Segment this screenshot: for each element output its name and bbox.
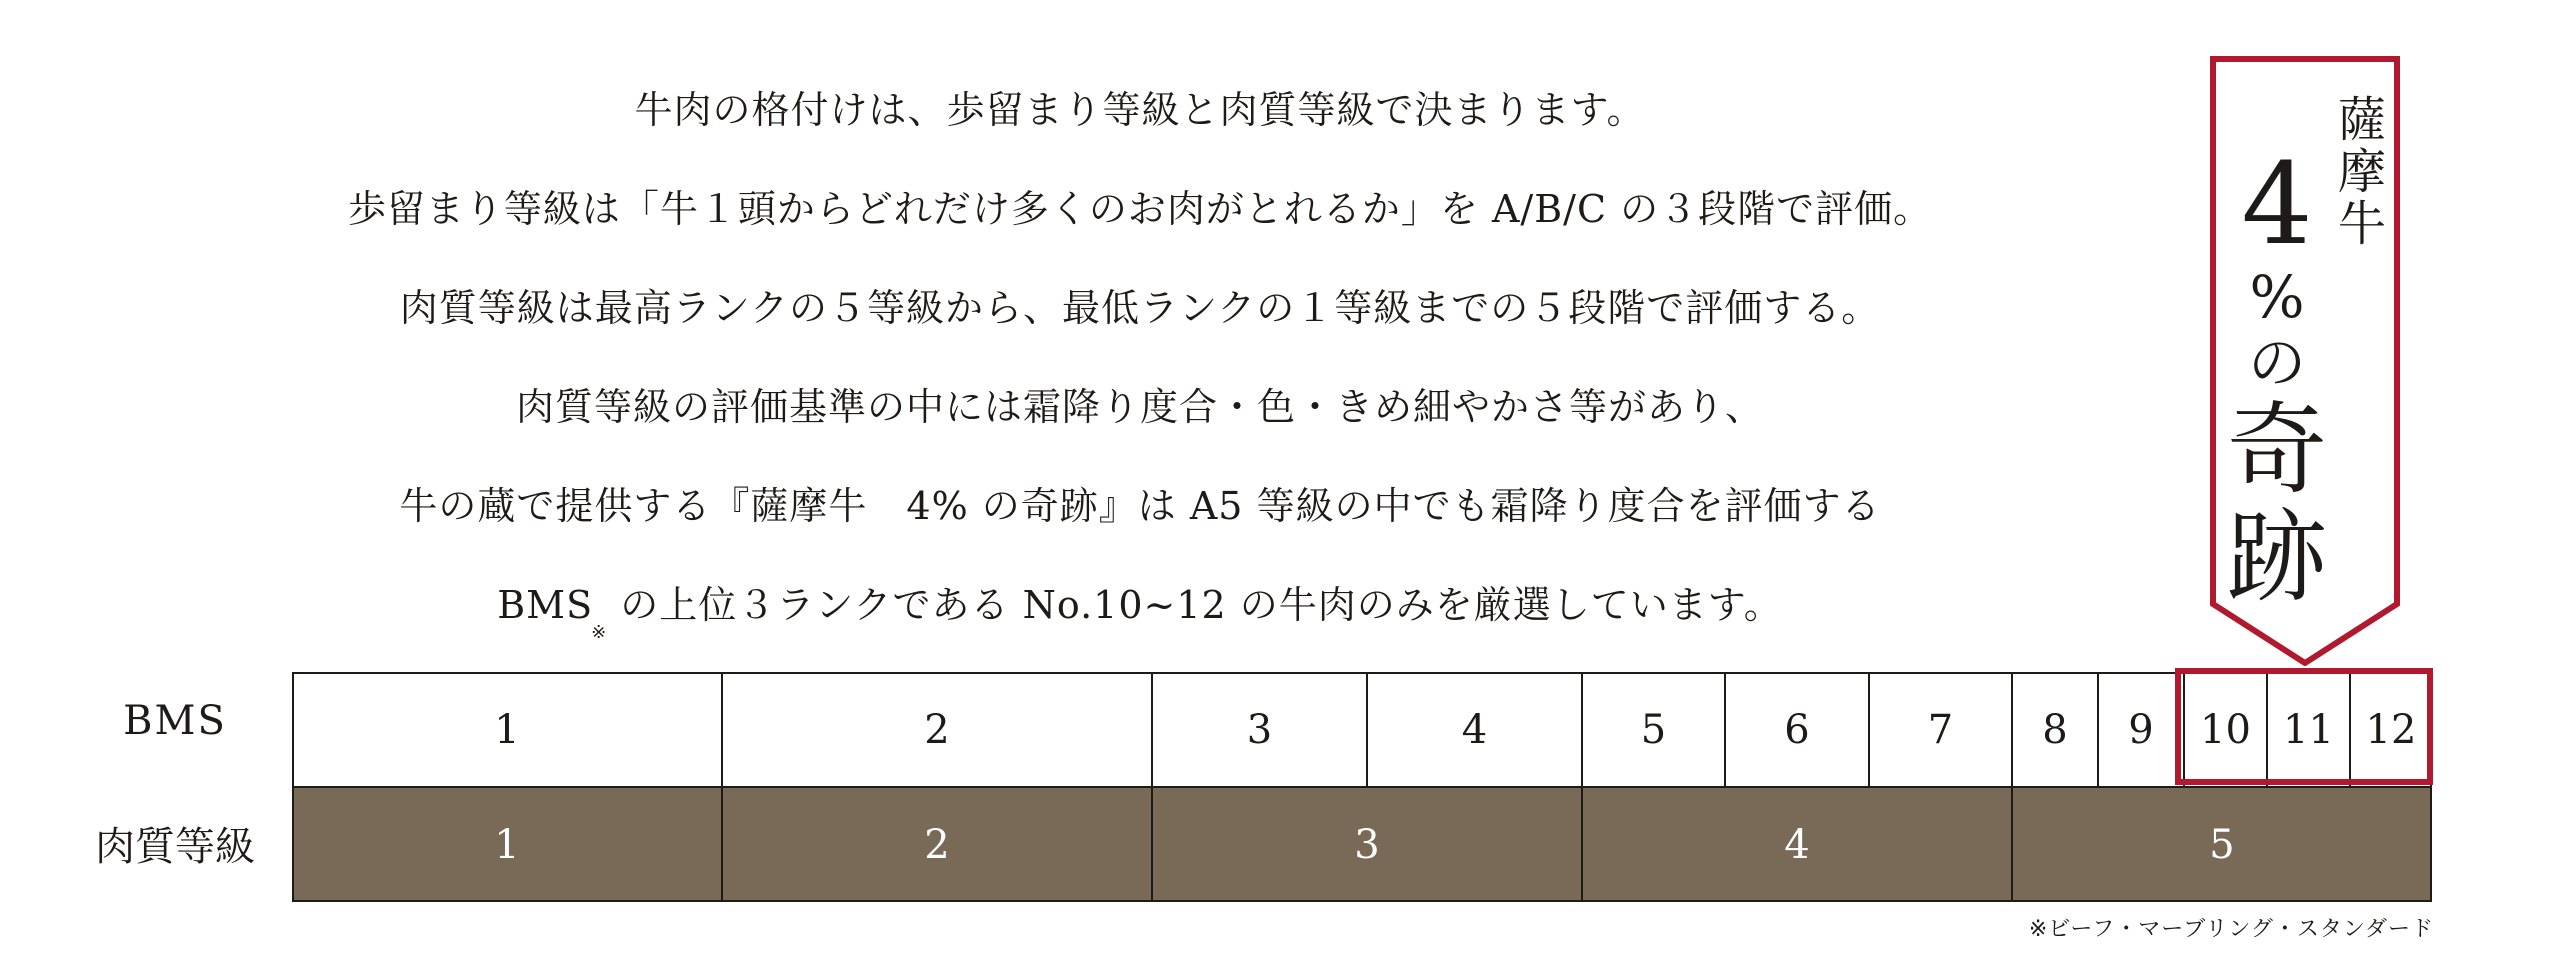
intro-line-5: 牛の蔵で提供する『薩摩牛 4% の奇跡』は A5 等級の中でも霜降り度合を評価する [399, 484, 1881, 528]
grade-row-label: 肉質等級 [95, 824, 255, 870]
table-border-bottom [292, 900, 2432, 902]
footnote: ※ビーフ・マーブリング・スタンダード [2028, 917, 2434, 942]
footnote-mark: ※ [591, 622, 608, 643]
kanji-seki: 跡 [2227, 499, 2327, 616]
intro-line-6 [200, 583, 2080, 643]
grade-row [292, 787, 2432, 902]
percent-sign: % [2249, 263, 2305, 331]
table-divider [2097, 672, 2099, 787]
grade-cell: 3 [1354, 821, 1380, 868]
table-divider [1581, 672, 1583, 902]
brand-char: 牛 [2337, 196, 2386, 252]
bms-cell-highlighted: 12 [2365, 706, 2417, 753]
table-divider [721, 672, 723, 902]
table-divider [292, 786, 2432, 788]
bms-cell: 4 [1461, 706, 1488, 753]
intro-line-4: 肉質等級の評価基準の中には霜降り度合・色・きめ細やかさ等があり、 [515, 385, 1764, 429]
kanji-ki: 奇 [2227, 391, 2327, 508]
table-divider [1724, 672, 1726, 787]
bms-row-label: BMS [123, 698, 227, 744]
grade-cell: 1 [494, 821, 520, 868]
miracle-callout [2210, 56, 2400, 666]
bms-cell: 1 [494, 706, 520, 753]
intro-line-3: 肉質等級は最高ランクの５等級から、最低ランクの１等級までの５段階で評価する。 [399, 286, 1881, 330]
bms-cell: 3 [1246, 706, 1273, 753]
table-border-top [292, 672, 2432, 674]
brand-char: 摩 [2337, 144, 2386, 200]
bms-cell: 2 [924, 706, 950, 753]
bms-cell-highlighted: 11 [2283, 706, 2334, 753]
bms-cell: 9 [2128, 706, 2154, 753]
intro-line-2: 歩留まり等級は「牛１頭からどれだけ多くのお肉がとれるか」を A/B/C の３段階で評価。 [347, 187, 1933, 231]
grade-cell: 4 [1784, 821, 1810, 868]
bms-cell: 5 [1640, 706, 1667, 753]
table-border-left [292, 672, 294, 902]
bms-abbrev: BMS [497, 583, 594, 627]
top-bms-highlight-box [2175, 668, 2433, 785]
intro-line-1: 牛肉の格付けは、歩留まり等級と肉質等級で決まります。 [634, 88, 1646, 132]
bms-cell: 8 [2042, 706, 2068, 753]
table-divider [2011, 672, 2013, 902]
table-divider [1151, 672, 1153, 902]
grade-cell: 5 [2209, 821, 2235, 868]
percent-number: 4 [2241, 140, 2313, 270]
grade-cell: 2 [924, 821, 950, 868]
bms-cell: 6 [1784, 706, 1810, 753]
intro-line-6-rest: の上位３ランクである No.10~12 の牛肉のみを厳選しています。 [607, 583, 1783, 627]
particle-no: の [2247, 329, 2306, 397]
grading-table [292, 672, 2432, 902]
bms-row [292, 672, 2432, 787]
bms-cell: 7 [1927, 706, 1954, 753]
table-divider [1366, 672, 1368, 787]
intro-text [200, 90, 2080, 684]
bms-cell-highlighted: 10 [2200, 706, 2251, 753]
table-divider [1868, 672, 1870, 787]
brand-char: 薩 [2337, 92, 2386, 148]
miracle-title-vertical [2210, 140, 2344, 616]
